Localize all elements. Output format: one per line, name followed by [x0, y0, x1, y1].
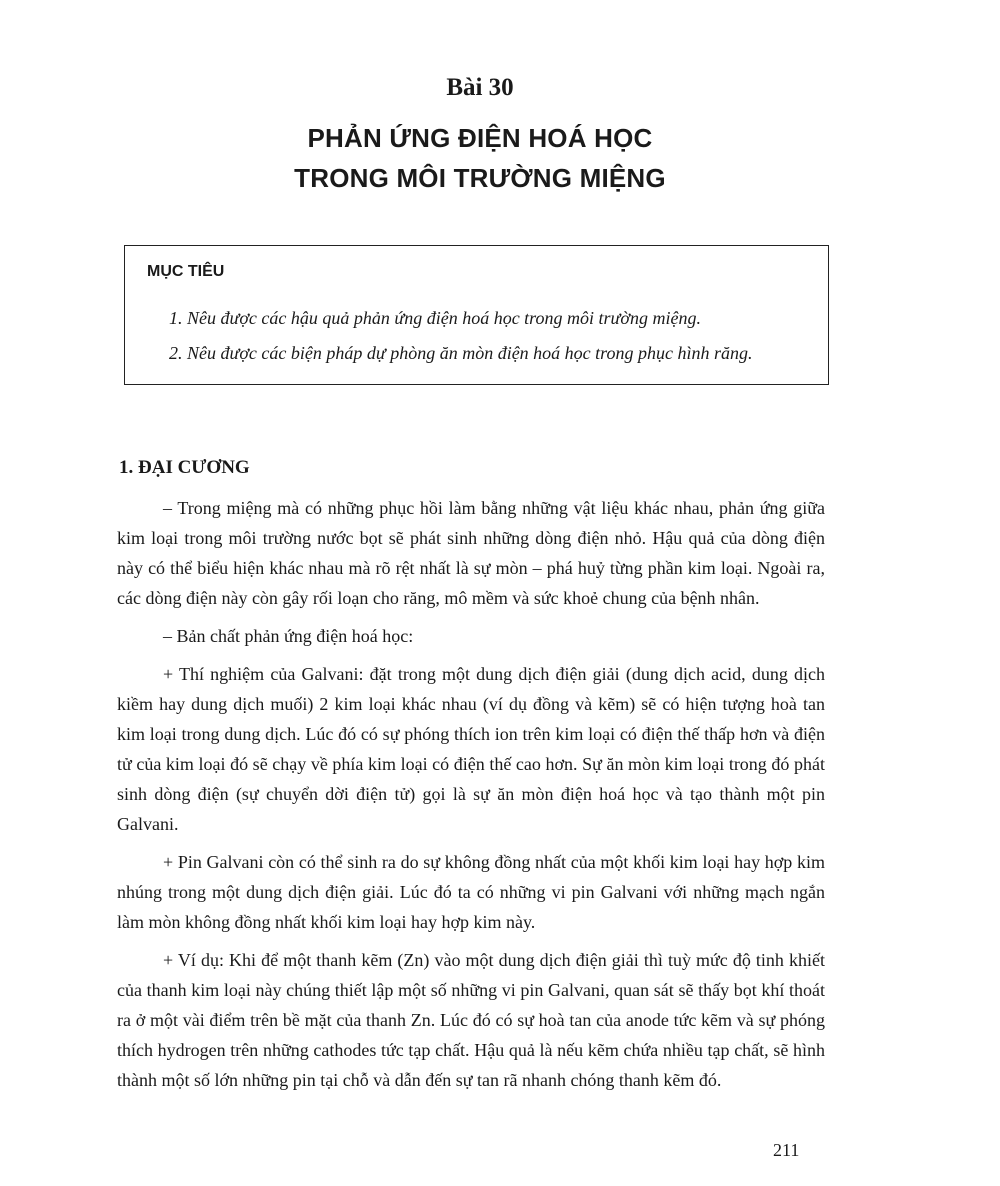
- page-number: 211: [773, 1140, 800, 1160]
- lesson-title: [0, 118, 960, 198]
- paragraph-galvani-pile: + Pin Galvani còn có thể sinh ra do sự không đồng nhất của một khối kim loại hay hợp kim nhúng trong một dung dịch điện giải. Lúc đó ta có những vi pin Galvani với những mạch ngắn làm mòn không đồng nhất khối kim loại hay hợp kim này.: [117, 852, 825, 932]
- paragraph-example: + Ví dụ: Khi để một thanh kẽm (Zn) vào một dung dịch điện giải thì tuỳ mức độ tinh khiết của thanh kim loại này chúng thiết lập một số những vi pin Galvani, quan sát sẽ thấy bọt khí thoát ra ở một vài điểm trên bề mặt của thanh Zn. Lúc đó có sự hoà tan của anode tức kẽm và sự phóng thích hydrogen trên những cathodes tức tạp chất. Hậu quả là nếu kẽm chứa nhiều tạp chất, sẽ hình thành một số lớn những pin tại chỗ và dẫn đến sự tan rã nhanh chóng thanh kẽm đó.: [117, 950, 825, 1090]
- section-body: [117, 493, 825, 1103]
- objectives-heading: MỤC TIÊU: [147, 263, 225, 280]
- lesson-number: Bài 30: [446, 74, 514, 101]
- objectives-box: [124, 245, 829, 385]
- title-line-1: PHẢN ỨNG ĐIỆN HOÁ HỌC: [307, 123, 653, 153]
- paragraph-intro: – Trong miệng mà có những phục hồi làm bằng những vật liệu khác nhau, phản ứng giữa kim loại trong môi trường nước bọt sẽ phát sinh những dòng điện nhỏ. Hậu quả của dòng điện này có thể biểu hiện khác nhau mà rõ rệt nhất là sự mòn – phá huỷ từng phần kim loại. Ngoài ra, các dòng điện này còn gây rối loạn cho răng, mô mềm và sức khoẻ chung của bệnh nhân.: [117, 498, 825, 608]
- title-line-2: TRONG MÔI TRƯỜNG MIỆNG: [294, 163, 666, 193]
- section-heading: 1. ĐẠI CƯƠNG: [119, 457, 250, 478]
- paragraph-nature: – Bản chất phản ứng điện hoá học:: [163, 626, 414, 646]
- objective-item-2: 2. Nêu được các biện pháp dự phòng ăn mòn điện hoá học trong phục hình răng.: [169, 343, 753, 363]
- paragraph-galvani-experiment: + Thí nghiệm của Galvani: đặt trong một dung dịch điện giải (dung dịch acid, dung dịch kiềm hay dung dịch muối) 2 kim loại khác nhau (ví dụ đồng và kẽm) sẽ có hiện tượng hoà tan kim loại trong dung dịch. Lúc đó có sự phóng thích ion trên kim loại có điện thế thấp hơn và điện tử của kim loại đó sẽ chạy về phía kim loại có điện thế cao hơn. Sự ăn mòn kim loại trong đó phát sinh dòng điện (sự chuyển dời điện tử) gọi là sự ăn mòn điện hoá học và tạo thành một pin Galvani.: [117, 664, 825, 834]
- objective-item-1: 1. Nêu được các hậu quả phản ứng điện hoá học trong môi trường miệng.: [169, 308, 701, 328]
